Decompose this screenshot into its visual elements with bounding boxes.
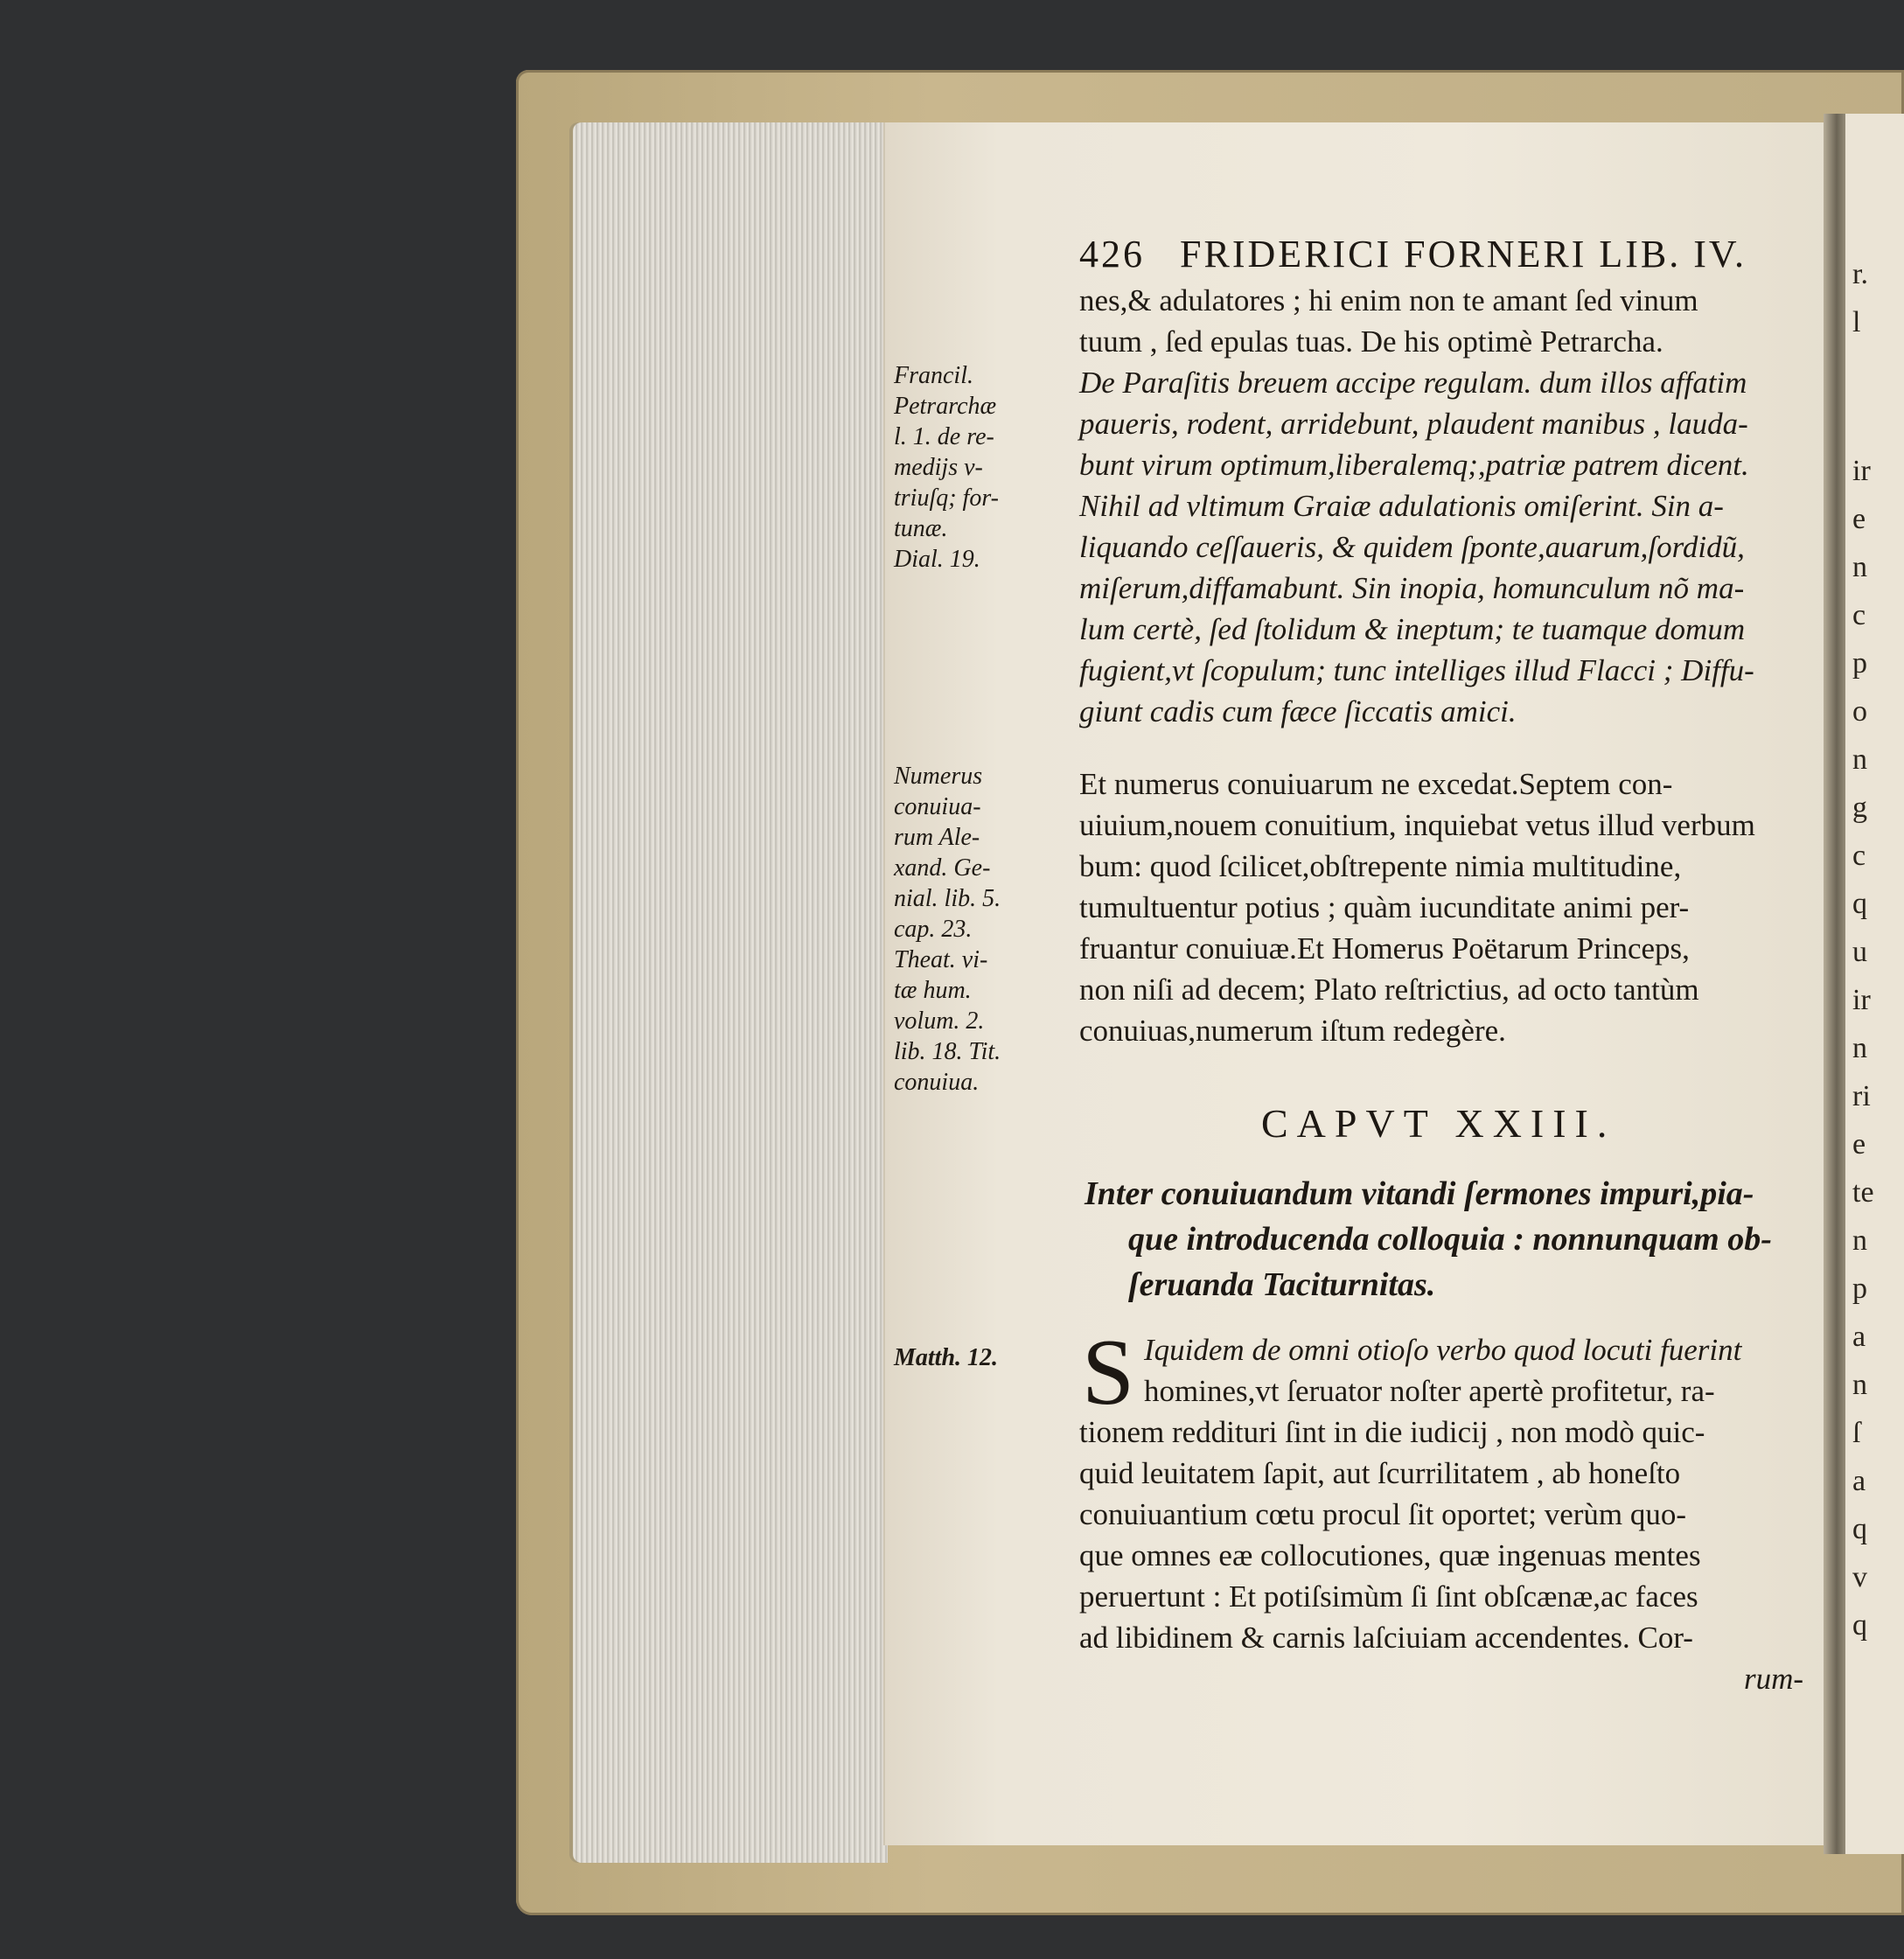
facing-letter: q xyxy=(1852,1513,1867,1545)
facing-letter: ſ xyxy=(1852,1417,1861,1449)
margin-line: Numerus xyxy=(894,763,983,790)
facing-letter: c xyxy=(1852,599,1866,631)
drop-cap: S xyxy=(1082,1321,1135,1425)
text-line: fruantur conuiuæ.Et Homerus Poëtarum Princeps, xyxy=(1079,931,1690,966)
left-page xyxy=(885,122,1834,1845)
text-line: fugient,vt ſcopulum; tunc intelliges illud Flacci ; Diffu- xyxy=(1079,653,1754,687)
facing-letter: ri xyxy=(1852,1080,1871,1112)
facing-letter: r. xyxy=(1852,258,1868,290)
margin-line: Francil. xyxy=(894,362,973,389)
chapter-rubric-line: ſeruanda Taciturnitas. xyxy=(1128,1266,1436,1303)
margin-line: rum Ale- xyxy=(894,824,980,851)
text-line: ad libidinem & carnis laſciuiam accendentes. Cor- xyxy=(1079,1621,1693,1655)
chapter-rubric-line: Inter conuiuandum vitandi ſermones impuri,pia- xyxy=(1085,1175,1754,1212)
margin-line: lib. 18. Tit. xyxy=(894,1038,1001,1065)
text-line: giunt cadis cum fæce ſiccatis amici. xyxy=(1079,694,1517,729)
page-edges xyxy=(573,122,888,1863)
facing-letter: q xyxy=(1852,1609,1867,1642)
margin-line: l. 1. de re- xyxy=(894,423,994,450)
text-line: bunt virum optimum,liberalemq;,patriæ patrem dicent. xyxy=(1079,448,1749,482)
margin-line: cap. 23. xyxy=(894,916,973,943)
text-line: peruertunt : Et potiſsimùm ſi ſint obſcænæ,ac faces xyxy=(1079,1579,1698,1614)
margin-note-petrarch xyxy=(894,360,999,575)
facing-letter: n xyxy=(1852,1369,1867,1401)
margin-line: volum. 2. xyxy=(894,1007,985,1035)
text-line: lum certè, ſed ſtolidum & ineptum; te tuamque domum xyxy=(1079,612,1746,646)
facing-letter: o xyxy=(1852,695,1867,728)
margin-line: Matth. 12. xyxy=(894,1344,999,1371)
text-line: bum: quod ſcilicet,obſtrepente nimia multitudine, xyxy=(1079,849,1682,883)
margin-line: triuſq; for- xyxy=(894,485,999,512)
facing-letter: c xyxy=(1852,840,1866,872)
facing-letter: n xyxy=(1852,551,1867,583)
margin-line: tunæ. xyxy=(894,515,948,542)
facing-letter: n xyxy=(1852,1032,1867,1064)
facing-letter: p xyxy=(1852,1272,1867,1305)
facing-letter: e xyxy=(1852,503,1866,535)
text-line: tumultuentur potius ; quàm iucunditate animi per- xyxy=(1079,890,1690,924)
margin-line: Theat. vi- xyxy=(894,946,988,973)
facing-letter: a xyxy=(1852,1465,1866,1497)
facing-letter: ir xyxy=(1852,455,1871,487)
facing-letter: u xyxy=(1852,936,1867,968)
facing-letter: p xyxy=(1852,647,1867,680)
running-title: FRIDERICI FORNERI LIB. IV. xyxy=(1180,233,1747,275)
facing-letter: a xyxy=(1852,1321,1866,1353)
margin-note-numerus xyxy=(894,761,1001,1098)
facing-letter: l xyxy=(1852,306,1861,338)
facing-letter: n xyxy=(1852,1224,1867,1257)
margin-line: Petrarchæ xyxy=(894,393,997,420)
text-line: tionem reddituri ſint in die iudicij , non modò quic- xyxy=(1079,1415,1705,1449)
text-line: conuiuantium cœtu procul ſit oportet; verùm quo- xyxy=(1079,1497,1687,1531)
facing-letter: q xyxy=(1852,888,1867,920)
text-line: nes,& adulatores ; hi enim non te amant ſed vinum xyxy=(1079,283,1698,317)
facing-letter: ir xyxy=(1852,984,1871,1016)
text-line: que omnes eæ collocutiones, quæ ingenuas mentes xyxy=(1079,1538,1701,1572)
text-line: De Paraſitis breuem accipe regulam. dum illos affatim xyxy=(1079,366,1747,400)
running-header xyxy=(1079,232,1747,276)
text-line: non niſi ad decem; Plato reſtrictius, ad octo tantùm xyxy=(1079,973,1699,1007)
margin-note-matthew xyxy=(894,1342,998,1373)
margin-line: xand. Ge- xyxy=(894,854,991,882)
text-line: uiuium,nouem conuitium, inquiebat vetus illud verbum xyxy=(1079,808,1755,842)
text-line: quid leuitatem ſapit, aut ſcurrilitatem , ab honeſto xyxy=(1079,1456,1681,1490)
text-line: Iquidem de omni otioſo verbo quod locuti fuerint xyxy=(1144,1333,1742,1367)
text-line: paueris, rodent, arridebunt, plaudent manibus , lauda- xyxy=(1079,407,1748,441)
margin-line: medijs v- xyxy=(894,454,983,481)
text-line: liquando ceſſaueris, & quidem ſponte,auarum,ſordidũ, xyxy=(1079,530,1745,564)
margin-line: nial. lib. 5. xyxy=(894,885,1001,912)
margin-line: tæ hum. xyxy=(894,977,972,1004)
chapter-rubric-line: que introducenda colloquia : nonnunquam ob- xyxy=(1128,1221,1772,1258)
facing-page-edge xyxy=(1845,114,1904,1854)
facing-letter: te xyxy=(1852,1176,1874,1209)
facing-letter: v xyxy=(1852,1561,1867,1593)
text-line: homines,vt ſeruator noſter apertè profitetur, ra- xyxy=(1144,1374,1715,1408)
margin-line: conuiua- xyxy=(894,793,981,820)
catchword: rum- xyxy=(1744,1662,1804,1696)
margin-line: Dial. 19. xyxy=(894,546,980,573)
text-line: tuum , ſed epulas tuas. De his optimè Petrarcha. xyxy=(1079,324,1663,359)
text-line: conuiuas,numerum iſtum redegère. xyxy=(1079,1014,1506,1048)
facing-letter: n xyxy=(1852,743,1867,776)
facing-letter: e xyxy=(1852,1128,1866,1161)
chapter-heading: CAPVT XXIII. xyxy=(1261,1101,1616,1146)
margin-line: conuiua. xyxy=(894,1069,980,1096)
text-line: Et numerus conuiuarum ne excedat.Septem con- xyxy=(1079,767,1673,801)
text-line: miſerum,diffamabunt. Sin inopia, homunculum nõ ma- xyxy=(1079,571,1745,605)
text-line: Nihil ad vltimum Graiæ adulationis omiſerint. Sin a- xyxy=(1079,489,1724,523)
facing-letter: g xyxy=(1852,791,1867,824)
page-number: 426 xyxy=(1079,233,1145,275)
